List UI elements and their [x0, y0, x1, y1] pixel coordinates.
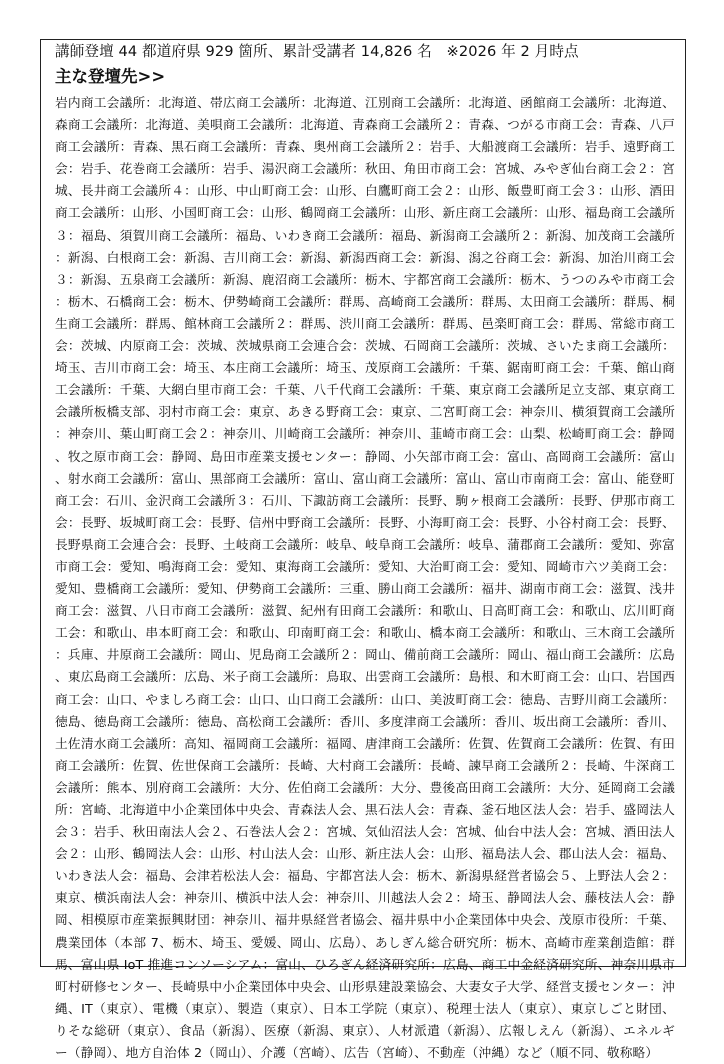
lecture-summary: 講師登壇 44 都道府県 929 箇所、累計受講者 14,826 名 ※2026 年 2 月時点 [55, 43, 579, 60]
venue-list: 岩内商工会議所：北海道、帯広商工会議所：北海道、江別商工会議所：北海道、函館商工会議所：北海道、森商工会議所：北海道、美唄商工会議所：北海道、青森商工会議所２：青森、つがる市商工会：青森、八戸商工会議所：青森、黒石商工会議所：青森、奥州商工会議所２：岩手、大船渡商工会議所：岩手、遠野商工会：岩手、花巻商工会議所：岩手、湯沢商工会議所：秋田、角田市商工会：宮城、みやぎ仙台商工会２：宮城、長井商工会議所４：山形、中山町商工会：山形、白鷹町商工会２：山形、飯豊町商工会３：山形、酒田商工会議所：山形、小国町商工会：山形、鶴岡商工会議所：山形、新庄商工会議所：山形、福島商工会議所３：福島、須賀川商工会議所：福島、いわき商工会議所：福島、新潟商工会議所２：新潟、加茂商工会議所：新潟、白根商工会：新潟、吉川商工会：新潟、新潟西商工会：新潟、潟之谷商工会：新潟、加治川商工会３：新潟、五泉商工会議所：新潟、鹿沼商工会議所：栃木、宇都宮商工会議所：栃木、うつのみや市商工会：栃木、石橋商工会：栃木、伊勢崎商工会議所：群馬、高崎商工会議所：群馬、太田商工会議所：群馬、桐生商工会議所：群馬、館林商工会議所２：群馬、渋川商工会議所：群馬、邑楽町商工会：群馬、常総市商工会：茨城、内原商工会：茨城、茨城県商工会連合会：茨城、石岡商工会議所：茨城、さいたま商工会議所：埼玉、吉川市商工会：埼玉、本庄商工会議所：埼玉、茂原商工会議所：千葉、鋸南町商工会：千葉、館山商工会議所：千葉、大網白里市商工会：千葉、八千代商工会議所：千葉、東京商工会議所足立支部、東京商工会議所板橋支部、羽村市商工会：東京、あきる野商工会：東京、二宮町商工会：神奈川、横須賀商工会議所：神奈川、葉山町商工会２：神奈川、川崎商工会議所：神奈川、韮崎市商工会：山梨、松崎町商工会：静岡、牧之原市商工会：静岡、島田市産業支援センター：静岡、小矢部市商工会：富山、高岡商工会議所：富山、射水商工会議所：富山、黒部商工会議所：富山、富山商工会議所：富山、富山市南商工会：富山、能登町商工会：石川、金沢商工会議所３：石川、下諏訪商工会議所：長野、駒ヶ根商工会議所：長野、伊那市商工会：長野、坂城町商工会：長野、信州中野商工会議所：長野、小海町商工会：長野、小谷村商工会：長野、長野県商工会連合会：長野、土岐商工会議所：岐阜、岐阜商工会議所：岐阜、蒲郡商工会議所：愛知、弥富市商工会：愛知、鳴海商工会：愛知、東海商工会議所：愛知、大治町商工会：愛知、岡崎市六ツ美商工会：愛知、豊橋商工会議所：愛知、伊勢商工会議所：三重、勝山商工会議所：福井、湖南市商工会：滋賀、浅井商工会：滋賀、八日市商工会議所：滋賀、紀州有田商工会議所：和歌山、日高町商工会：和歌山、広川町商工会：和歌山、串本町商工会：和歌山、印南町商工会：和歌山、橋本商工会議所：和歌山、三木商工会議所：兵庫、井原商工会議所：岡山、児島商工会議所２：岡山、備前商工会議所：岡山、福山商工会議所：広島、東広島商工会議所：広島、米子商工会議所：鳥取、出雲商工会議所：島根、和木町商工会：山口、岩国西商工会：山口、やましろ商工会：山口、山口商工会議所：山口、美波町商工会：徳島、吉野川商工会議所：徳島、徳島商工会議所：徳島、高松商工会議所：香川、多度津商工会議所：香川、坂出商工会議所：香川、土佐清水商工会議所：高知、福岡商工会議所：福岡、唐津商工会議所：佐賀、佐賀商工会議所：佐賀、有田商工会議所：佐賀、佐世保商工会議所：長崎、大村商工会議所：長崎、諫早商工会議所２：長崎、牛深商工会議所：熊本、別府商工会議所：大分、佐伯商工会議所：大分、豊後高田商工会議所：大分、延岡商工会議所：宮崎、北海道中小企業団体中央会、青森法人会、黒石法人会：青森、釜石地区法人会：岩手、盛岡法人会３：岩手、秋田南法人会２、石巻法人会２：宮城、気仙沼法人会：宮城、仙台中法人会：宮城、酒田法人会２：山形、鶴岡法人会：山形、村山法人会：山形、新庄法人会：山形、福島法人会、郡山法人会：福島、いわき法人会：福島、会津若松法人会：福島、宇都宮法人会：栃木、新潟県経営者協会５、上野法人会２：東京、横浜南法人会：神奈川、横浜中法人会：神奈川、川越法人会２：埼玉、静岡法人会、藤枝法人会：静岡、相模原市産業振興財団：神奈川、福井県経営者協会、福井県中小企業団体中央会、茂原市役所：千葉、農業団体（本部 7、栃木、埼玉、愛媛、岡山、広島）、あしぎん総合研究所：栃木、高崎市産業創造館：群馬、富山県 IoT 推進コンソーシアム：富山、ひろぎん経済研究所：広島、商工中金経済研究所、神奈川県市町村研修センター、長崎県中小企業団体中央会、山形県建設業協会、大妻女子大学、経営支援センター：沖縄、IT（東京）、電機（東京）、製造（東京）、日本工学院（東京）、税理士法人（東京）、東京しごと財団、りそな総研（東京）、食品（新潟）、医療（新潟、東京）、人材派遣（新潟）、広報しえん（新潟）、エネルギー（静岡）、地方自治体 2（岡山）、介護（宮崎）、広告（宮崎）、不動産（沖縄）など（順不同、敬称略） [55, 95, 675, 1061]
section-heading: 主な登壇先>> [55, 67, 166, 86]
document-frame [40, 39, 686, 1061]
